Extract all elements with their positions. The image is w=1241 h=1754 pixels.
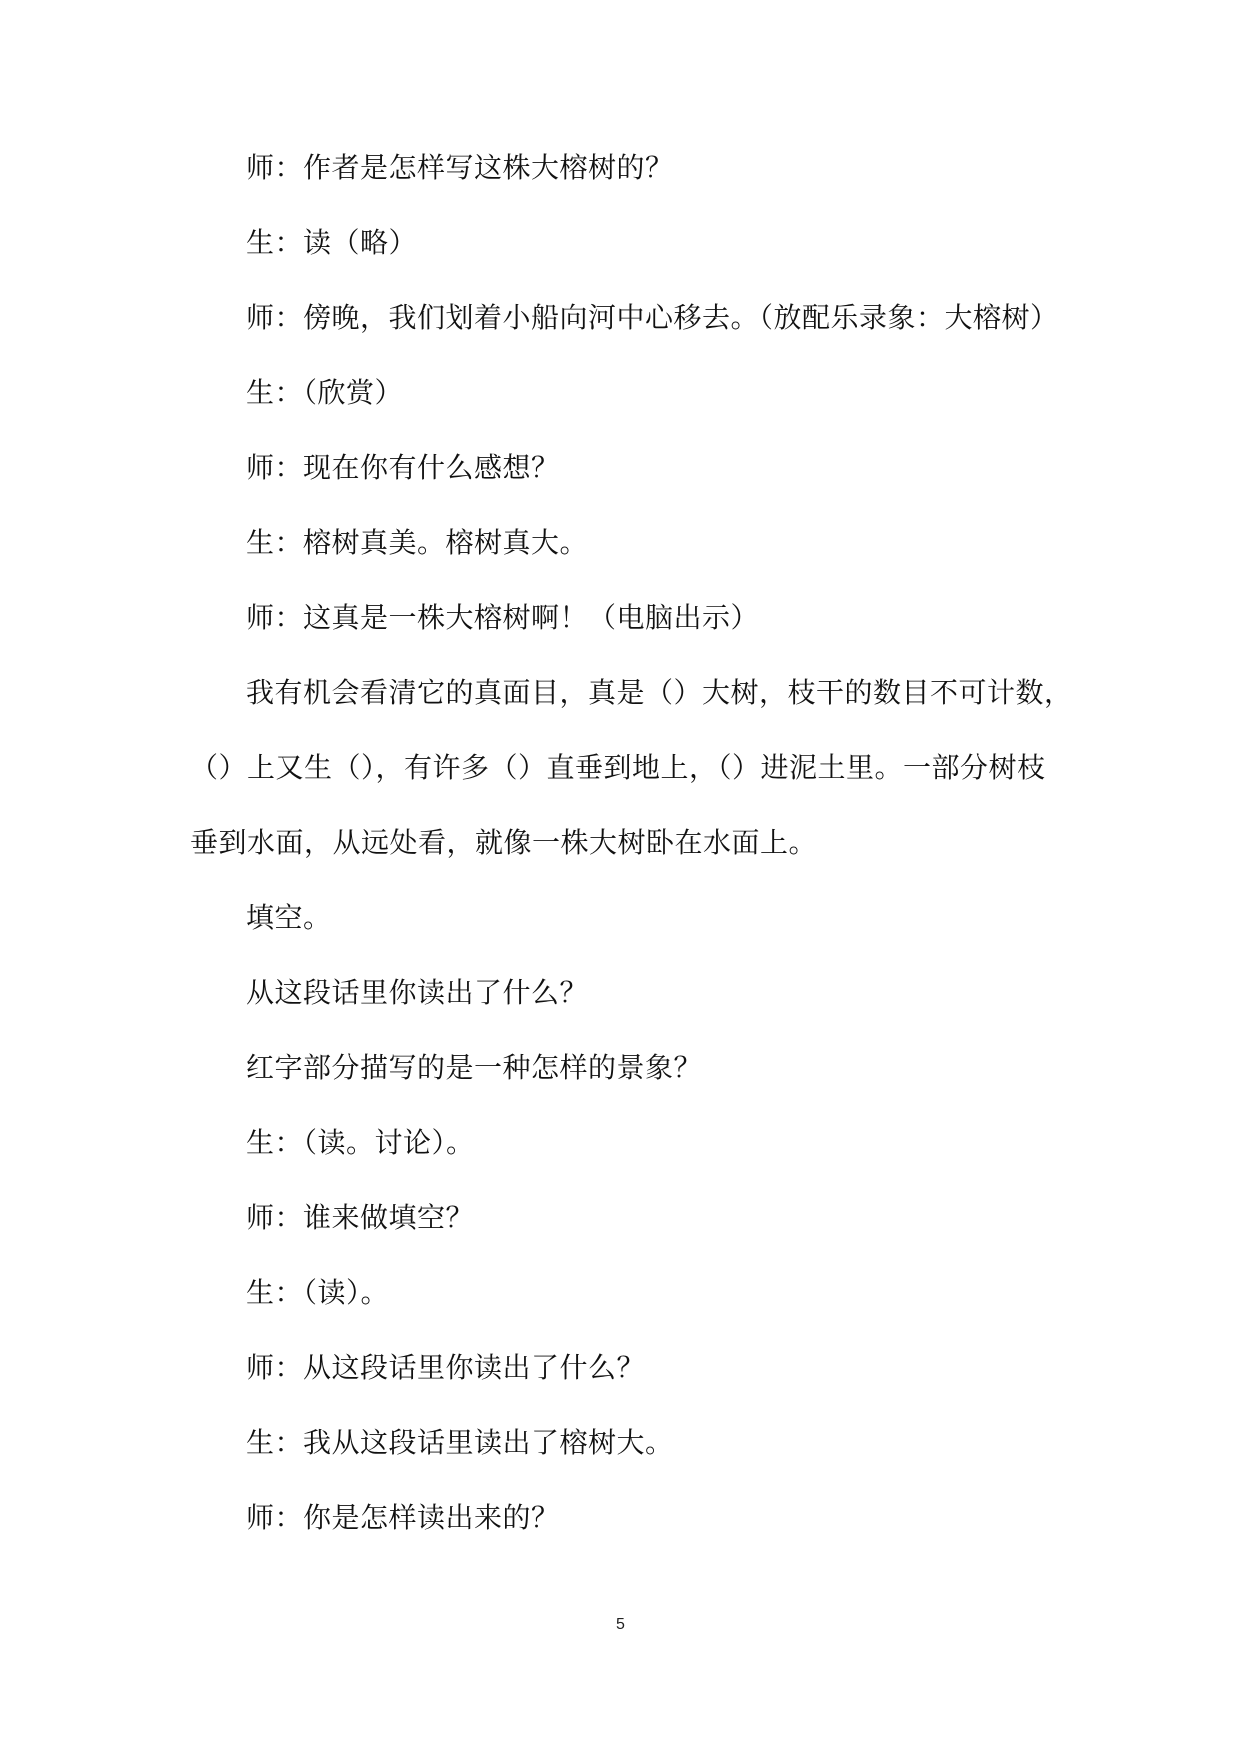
text-line: 填空。 (246, 901, 332, 934)
text-line: 生：（读。讨论）。 (246, 1126, 475, 1159)
text-line: 师：谁来做填空？ (246, 1201, 475, 1234)
text-line: 从这段话里你读出了什么？ (246, 976, 589, 1009)
text-line: 生：读（略） (246, 226, 418, 259)
text-line: 生：我从这段话里读出了榕树大。 (246, 1426, 674, 1459)
text-line: 师：你是怎样读出来的？ (246, 1501, 560, 1534)
text-line: 生：榕树真美。榕树真大。 (246, 526, 589, 559)
text-line: 师：现在你有什么感想？ (246, 451, 560, 484)
text-line: （）上又生（），有许多（）直垂到地上，（）进泥土里。一部分树枝 (190, 751, 1046, 784)
text-line: 师：从这段话里你读出了什么？ (246, 1351, 646, 1384)
text-line: 师：作者是怎样写这株大榕树的？ (246, 151, 674, 184)
text-line: 师：傍晚，我们划着小船向河中心移去。（放配乐录象：大榕树） (246, 301, 1059, 334)
text-line: 生：（读）。 (246, 1276, 390, 1309)
page-number: 5 (616, 1616, 625, 1633)
text-line: 垂到水面，从远处看，就像一株大树卧在水面上。 (190, 826, 818, 859)
text-line: 红字部分描写的是一种怎样的景象？ (246, 1051, 703, 1084)
text-line: 师：这真是一株大榕树啊！（电脑出示） (246, 601, 760, 634)
text-line: 生：（欣赏） (246, 376, 404, 409)
text-line: 我有机会看清它的真面目，真是（）大树，枝干的数目不可计数， (246, 676, 1073, 709)
